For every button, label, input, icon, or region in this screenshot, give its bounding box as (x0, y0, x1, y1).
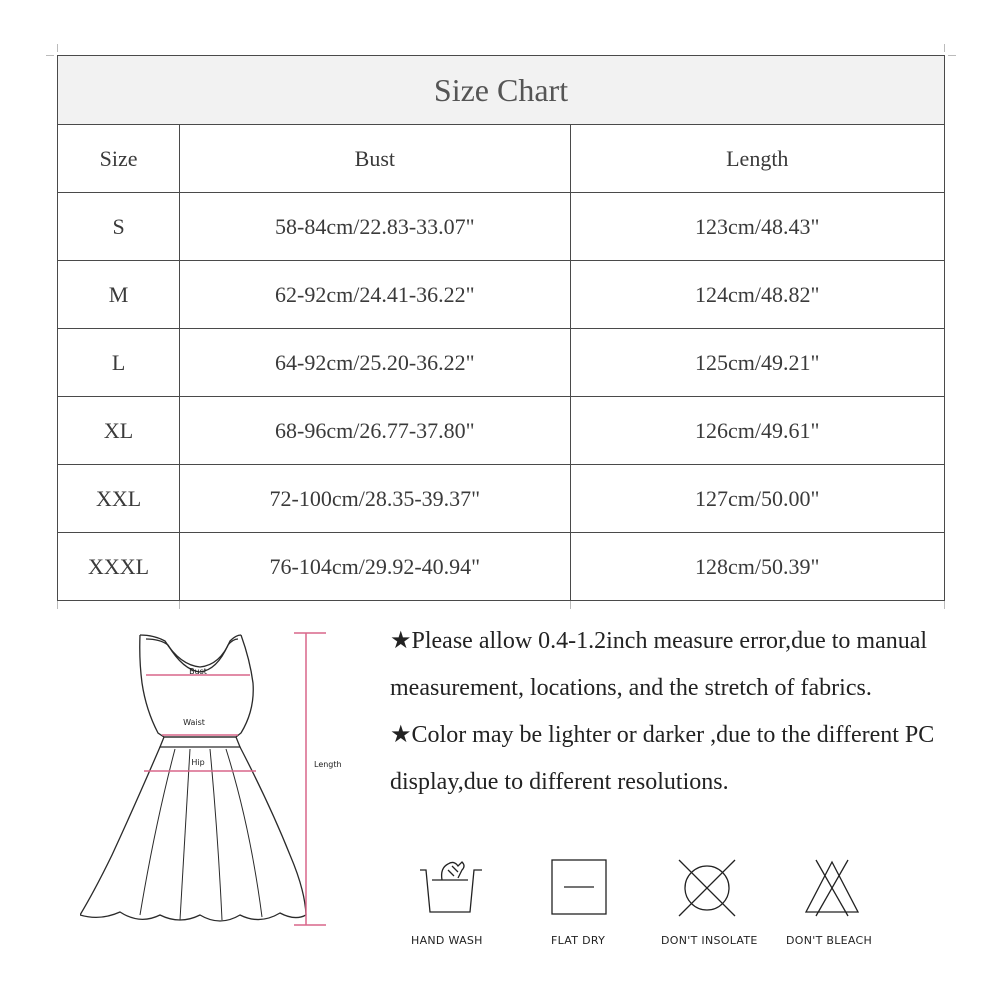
table-tick (948, 55, 956, 56)
hand-wash-icon (418, 858, 484, 918)
size-cell: XL (58, 397, 180, 465)
length-cell: 126cm/49.61" (570, 397, 944, 465)
table-tick (57, 601, 58, 609)
bust-cell: 68-96cm/26.77-37.80" (180, 397, 570, 465)
note-color: ★Color may be lighter or darker ,due to the different PC display,due to different resolutions. (390, 722, 935, 795)
bust-cell: 62-92cm/24.41-36.22" (180, 261, 570, 329)
table-row (58, 465, 945, 533)
header-row (58, 125, 945, 193)
bust-cell: 76-104cm/29.92-40.94" (180, 533, 570, 601)
hip-label: Hip (191, 758, 205, 767)
table-tick (46, 55, 54, 56)
dont-insolate-label: DON'T INSOLATE (661, 934, 758, 947)
dont-bleach-icon (802, 858, 862, 918)
dont-insolate-icon (675, 858, 739, 918)
length-cell: 128cm/50.39" (570, 533, 944, 601)
size-cell: XXXL (58, 533, 180, 601)
table-tick (944, 601, 945, 609)
bust-cell: 64-92cm/25.20-36.22" (180, 329, 570, 397)
table-tick (179, 601, 180, 609)
size-cell: L (58, 329, 180, 397)
header-size: Size (58, 125, 180, 193)
waist-label: Waist (183, 718, 205, 727)
length-cell: 123cm/48.43" (570, 193, 944, 261)
flat-dry-label: FLAT DRY (551, 934, 606, 947)
size-cell: S (58, 193, 180, 261)
size-chart-title: Size Chart (58, 56, 945, 125)
dress-diagram (80, 625, 350, 935)
dress-outline (80, 635, 306, 921)
length-label: Length (314, 760, 342, 769)
table-row (58, 193, 945, 261)
header-bust: Bust (180, 125, 570, 193)
flat-dry-icon (550, 858, 610, 918)
hand-wash-label: HAND WASH (411, 934, 483, 947)
bust-label: Bust (189, 667, 207, 676)
table-tick (57, 44, 58, 52)
header-length: Length (570, 125, 944, 193)
bust-cell: 58-84cm/22.83-33.07" (180, 193, 570, 261)
size-cell: M (58, 261, 180, 329)
length-cell: 127cm/50.00" (570, 465, 944, 533)
size-cell: XXL (58, 465, 180, 533)
bust-cell: 72-100cm/28.35-39.37" (180, 465, 570, 533)
table-row (58, 261, 945, 329)
size-chart-table (57, 55, 945, 601)
length-cell: 124cm/48.82" (570, 261, 944, 329)
note-measure-error: ★Please allow 0.4-1.2inch measure error,due to manual measurement, locations, and the stretch of fabrics. (390, 628, 928, 701)
length-cell: 125cm/49.21" (570, 329, 944, 397)
table-row (58, 397, 945, 465)
table-tick (944, 44, 945, 52)
table-row (58, 329, 945, 397)
dont-bleach-label: DON'T BLEACH (786, 934, 873, 947)
notes (390, 618, 950, 806)
table-tick (570, 601, 571, 609)
table-row (58, 533, 945, 601)
